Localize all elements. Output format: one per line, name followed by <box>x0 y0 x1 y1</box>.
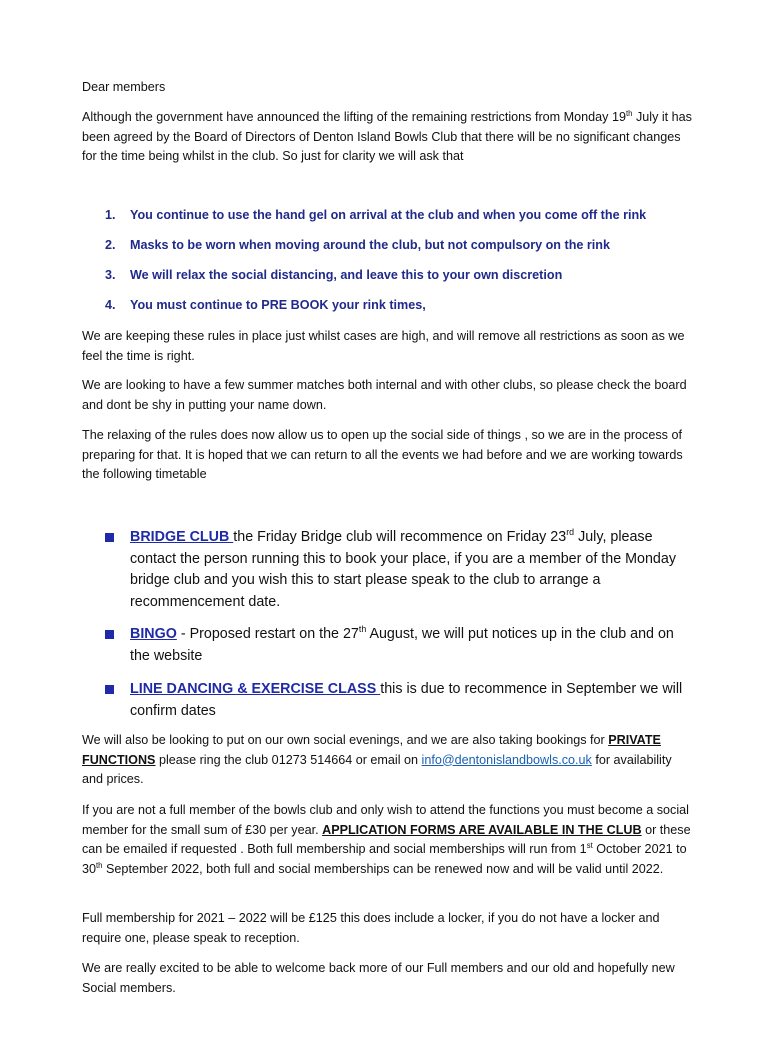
event-text-b: August, we will put notices up in the club and on the website <box>130 626 674 664</box>
private-functions-label: PRIVATE FUNCTIONS <box>82 733 661 767</box>
event-text-a: this is due to recommence in September we will confirm dates <box>130 681 683 719</box>
rule-number: 1. <box>105 208 116 222</box>
rule-item <box>105 296 426 315</box>
application-forms-label: APPLICATION FORMS ARE AVAILABLE IN THE CLUB <box>322 822 642 837</box>
event-item-line-dancing <box>105 679 695 722</box>
rule-number: 4. <box>105 298 116 312</box>
membership-text-d: September 2022, both full and social memberships can be renewed now and will be valid until 2022. <box>102 861 664 876</box>
membership-text-a: If you are not a full member of the bowls club and only wish to attend the functions you must become a social member for the small sum of £30 per year. <box>82 803 689 837</box>
rule-text: You must continue to PRE BOOK your rink times, <box>130 298 426 312</box>
social-paragraph: The relaxing of the rules does now allow us to open up the social side of things , so we are in the process of preparing for that. It is hoped that we can return to all the events we had before and we are working towards the following timetable <box>82 428 683 481</box>
intro-text-b: July it has been agreed by the Board of Directors of Denton Island Bowls Club that there will be no significant changes for the time being whilst in the club. So just for clarity we will ask that <box>82 110 692 163</box>
event-text-a: - Proposed restart on the 27 <box>176 626 359 642</box>
rule-text: We will relax the social distancing, and leave this to your own discretion <box>130 268 563 282</box>
membership-text-c: October 2021 to 30 <box>82 842 687 876</box>
fees-paragraph: Full membership for 2021 – 2022 will be £125 this does include a locker, if you do not have a locker and require one, please speak to reception. <box>82 911 660 945</box>
intro-sup: th <box>625 108 633 118</box>
greeting: Dear members <box>82 80 166 94</box>
membership-sup: th <box>96 860 103 870</box>
intro-paragraph <box>82 108 694 167</box>
email-link[interactable]: info@dentonislandbowls.co.uk <box>421 752 592 767</box>
welcome-paragraph: We are really excited to be able to welcome back more of our Full members and our old and hopefully new Social members. <box>82 961 675 995</box>
membership-paragraph <box>82 801 694 879</box>
event-text-b: July, please contact the person running this to book your place, if you are a member of the Monday bridge club and you wish this to start please speak to the club to arrange a recommencement date. <box>130 529 676 610</box>
event-item-bingo <box>105 624 695 667</box>
rule-item <box>105 236 610 255</box>
intro-text-a: Although the government have announced the lifting of the remaining restrictions from Monday 19 <box>82 110 626 124</box>
functions-text-b: please ring the club 01273 514664 or email on <box>155 752 422 767</box>
event-text-a: the Friday Bridge club will recommence on Friday 23 <box>233 529 567 545</box>
event-label: LINE DANCING & EXERCISE CLASS <box>130 681 381 697</box>
membership-sup: st <box>586 840 593 850</box>
rules-paragraph: We are keeping these rules in place just whilst cases are high, and will remove all restrictions as soon as we feel the time is right. <box>82 329 685 363</box>
rule-text: You continue to use the hand gel on arrival at the club and when you come off the rink <box>130 208 647 222</box>
functions-paragraph <box>82 731 694 790</box>
event-sup: th <box>358 624 367 635</box>
bullet-square-icon <box>105 630 114 639</box>
rule-number: 3. <box>105 268 116 282</box>
rule-text: Masks to be worn when moving around the club, but not compulsory on the rink <box>130 238 610 252</box>
functions-text-c: for availability and prices. <box>82 752 672 786</box>
functions-text-a: We will also be looking to put on our own social evenings, and we are also taking bookings for <box>82 733 609 747</box>
rule-item <box>105 266 562 285</box>
event-label: BRIDGE CLUB <box>130 529 234 545</box>
rule-number: 2. <box>105 238 116 252</box>
bullet-square-icon <box>105 685 114 694</box>
event-label: BINGO <box>130 626 177 642</box>
membership-text-b: or these can be emailed if requested . Both full membership and social memberships will run from 1 <box>82 822 691 856</box>
event-item-bridge <box>105 527 695 613</box>
matches-paragraph: We are looking to have a few summer matches both internal and with other clubs, so please check the board and dont be shy in putting your name down. <box>82 378 687 412</box>
bullet-square-icon <box>105 533 114 542</box>
event-sup: rd <box>566 527 575 538</box>
rule-item <box>105 206 646 225</box>
